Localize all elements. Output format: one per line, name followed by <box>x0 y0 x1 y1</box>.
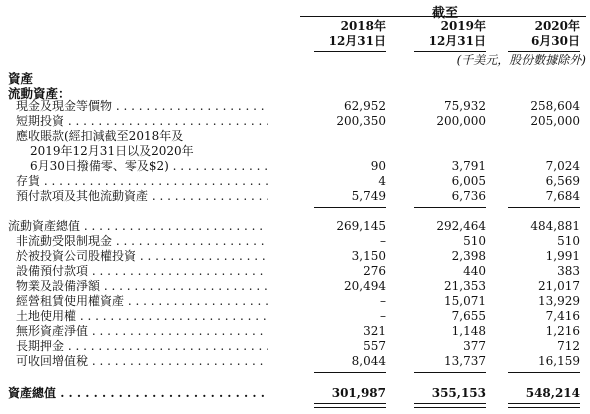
table-row <box>0 309 590 324</box>
cell-2019: 6,005 <box>451 174 486 188</box>
column-header-date: 12月31日 <box>328 34 386 48</box>
cell-2019: 200,000 <box>436 114 486 128</box>
cell-2018: – <box>380 234 386 248</box>
table-row <box>0 219 590 234</box>
column-header-date: 6月30日 <box>530 34 580 48</box>
cell-2018: 200,350 <box>336 114 386 128</box>
subtotal-rule <box>508 207 580 208</box>
cell-2018: 321 <box>363 324 386 338</box>
column-group-header: 截至 <box>431 6 458 21</box>
total-2020: 548,214 <box>525 386 580 400</box>
cell-2020: 383 <box>557 264 580 278</box>
cell-2020: 205,000 <box>530 114 580 128</box>
cell-2020: 13,929 <box>538 294 580 308</box>
column-header-2018 <box>296 19 386 49</box>
unit-note: (千美元，股份數據除外) <box>456 53 586 67</box>
row-label: 於被投資公司股權投資 . . . <box>16 249 268 264</box>
total-double-rule <box>414 403 486 408</box>
table-row <box>0 234 590 249</box>
column-header-2019 <box>396 19 486 49</box>
cell-2019: 377 <box>463 339 486 353</box>
cell-2019: 7,655 <box>451 309 486 323</box>
total-double-rule <box>508 403 580 408</box>
table-row <box>0 279 590 294</box>
cell-2018: 557 <box>363 339 386 353</box>
cell-2019: 15,071 <box>444 294 486 308</box>
row-label: 短期投資 . . . <box>16 114 268 129</box>
cell-2019: 292,464 <box>436 219 486 233</box>
cell-2018: 3,150 <box>351 249 386 263</box>
cell-2020: 7,024 <box>545 159 580 173</box>
subtotal-rule <box>314 207 386 208</box>
total-row <box>0 386 590 401</box>
table-row <box>0 249 590 264</box>
table-row <box>0 294 590 309</box>
cell-2019: 13,737 <box>444 354 486 368</box>
row-label: 應收賬款(經扣減截至2018年及 <box>16 129 184 143</box>
cell-2020: 712 <box>557 339 580 353</box>
table-row <box>0 99 590 114</box>
subtotal-rule <box>314 372 386 373</box>
cell-2019: 1,148 <box>451 324 486 338</box>
cell-2018: 4 <box>378 174 386 188</box>
cell-2018: 20,494 <box>344 279 386 293</box>
cell-2018: 62,952 <box>344 99 386 113</box>
table-row <box>0 354 590 369</box>
row-label: 土地使用權 . . . <box>16 309 268 324</box>
column-header-2020 <box>490 19 580 49</box>
subtotal-rule <box>508 372 580 373</box>
row-label: 流動資產總值 . . . <box>8 219 268 234</box>
subtotal-rule <box>414 372 486 373</box>
cell-2018: 8,044 <box>351 354 386 368</box>
row-label: 存貨 . . . <box>16 174 268 189</box>
cell-2020: 484,881 <box>530 219 580 233</box>
cell-2018: – <box>380 309 386 323</box>
cell-2018: 90 <box>370 159 386 173</box>
total-label: 資產總值 . . . <box>8 386 268 401</box>
row-label: 無形資產淨值 . . . <box>16 324 268 339</box>
total-double-rule <box>314 403 386 408</box>
table-row <box>0 189 590 204</box>
row-label: 可收回增值稅 . . . <box>16 354 268 369</box>
cell-2019: 6,736 <box>451 189 486 203</box>
row-label: 長期押金 . . . <box>16 339 268 354</box>
cell-2020: 510 <box>557 234 580 248</box>
row-label: 預付款項及其他流動資產 . . . <box>16 189 268 204</box>
table-row <box>0 339 590 354</box>
section-assets: 資產 <box>8 71 34 86</box>
cell-2018: 5,749 <box>351 189 386 203</box>
cell-2019: 21,353 <box>444 279 486 293</box>
cell-2020: 1,991 <box>545 249 580 263</box>
cell-2019: 3,791 <box>451 159 486 173</box>
column-header-year: 2020年 <box>534 19 580 33</box>
header-rule <box>300 16 586 17</box>
total-2018: 301,987 <box>331 386 386 400</box>
cell-2018: 276 <box>363 264 386 278</box>
cell-2020: 7,416 <box>545 309 580 323</box>
cell-2019: 440 <box>463 264 486 278</box>
subtotal-rule <box>414 207 486 208</box>
row-label: 經營租賃使用權資產 . . . <box>16 294 268 309</box>
cell-2020: 21,017 <box>538 279 580 293</box>
cell-2019: 75,932 <box>444 99 486 113</box>
section-current-assets: 流動資產： <box>8 86 71 101</box>
column-header-year: 2019年 <box>440 19 486 33</box>
row-label: 物業及設備淨額 . . . <box>16 279 268 294</box>
table-row <box>0 324 590 339</box>
row-label-continued: 2019年12月31日以及2020年 <box>30 144 194 158</box>
table-row <box>0 174 590 189</box>
table-row <box>0 159 590 174</box>
row-label-continued: 6月30日撥備零、零及$2) . . . <box>30 159 268 174</box>
cell-2018: – <box>380 294 386 308</box>
cell-2020: 6,569 <box>545 174 580 188</box>
table-row <box>0 264 590 279</box>
cell-2019: 510 <box>463 234 486 248</box>
cell-2020: 1,216 <box>545 324 580 338</box>
column-header-date: 12月31日 <box>428 34 486 48</box>
row-label: 現金及現金等價物 . . . <box>16 99 268 114</box>
total-2019: 355,153 <box>431 386 486 400</box>
row-label: 非流動受限制現金 . . . <box>16 234 268 249</box>
row-label: 設備預付款項 . . . <box>16 264 268 279</box>
cell-2020: 258,604 <box>530 99 580 113</box>
cell-2018: 269,145 <box>336 219 386 233</box>
cell-2020: 16,159 <box>538 354 580 368</box>
table-row <box>0 114 590 129</box>
column-header-year: 2018年 <box>340 19 386 33</box>
cell-2019: 2,398 <box>451 249 486 263</box>
cell-2020: 7,684 <box>545 189 580 203</box>
